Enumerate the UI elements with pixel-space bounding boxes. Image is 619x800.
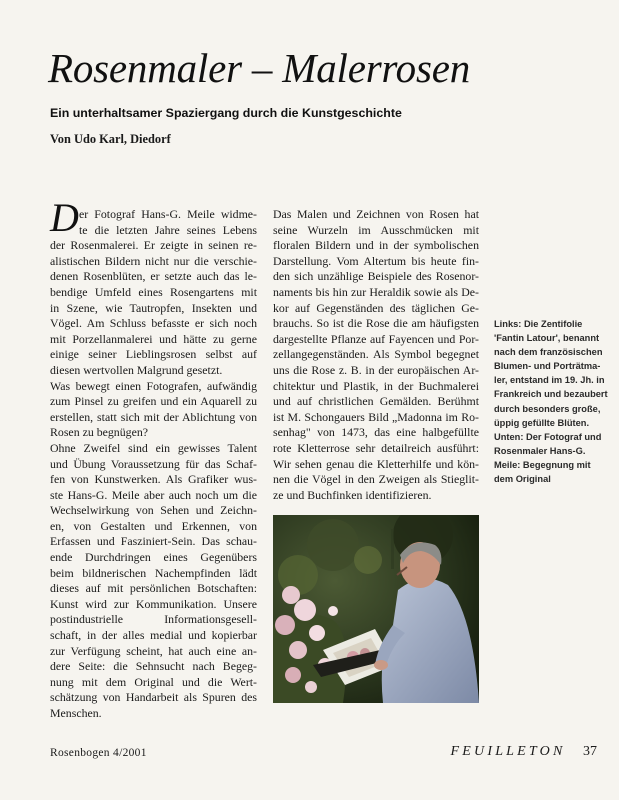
caption-line: üppig gefüllte Blüten.: [494, 417, 590, 428]
column-2-line: chitektur und Plastik, in der Buchmalerei: [273, 378, 479, 393]
caption-line: Frankreich und bezaubert: [494, 389, 608, 400]
photo-image: [273, 515, 479, 703]
column-1-line: schätzung von Handarbeit als Spuren des: [50, 690, 257, 705]
column-1-line: erstellen, statt sich mit der Ablichtung von: [50, 409, 257, 424]
caption-line: Links: Die Zentifolie: [494, 319, 583, 329]
column-1-line: dieses auf mit persönlichen Botschaften:: [50, 581, 257, 596]
column-1-line: Erfassen und Fasziniert-Sein. Das schau-: [50, 534, 257, 549]
column-1-line: Wechselwirkung von Sehen und Zeichn-: [50, 503, 257, 518]
article-title: Rosenmaler – Malerrosen: [48, 45, 471, 91]
column-1-line: te die letzten Jahre seines Lebens: [79, 222, 257, 237]
column-1-line: Rosen zu begnügen?: [50, 425, 149, 440]
column-1-line: fen von Kunstwerken. Als Grafiker wus-: [50, 472, 257, 487]
body-column-1: [50, 207, 257, 722]
column-1-line: der Rosenmalerei. Er zeigte in seinen re-: [50, 238, 257, 253]
column-1-line: alistischen Bildern nicht nur die verschie-: [50, 253, 257, 268]
column-1-line: Was bewegt einen Fotografen, aufwändig: [50, 378, 257, 393]
column-1-line: nung mit dem Original und die Wert-: [50, 674, 257, 689]
column-1-line: Vögel. Am Schluss befasste er sich noch: [50, 316, 257, 331]
caption-line: ler, entstand im 19. Jh. in: [494, 375, 605, 386]
column-2-line: ist M. Schongauers Bild „Madonna im Ro-: [273, 409, 479, 424]
column-1-line: und Übung Voraussetzung für das Schaf-: [50, 456, 257, 471]
column-1-line: schaft, in der alles medial und kopierbar: [50, 628, 257, 643]
column-2-line: Wir sehen genau die Kletterhilfe und kön-: [273, 456, 479, 471]
column-1-line: Ohne Zweifel sind ein gewisses Talent: [50, 440, 257, 455]
column-1-line: er Fotograf Hans-G. Meile widme-: [79, 207, 257, 221]
column-2-line: nen die Vögel in den Zweigen als Stieglit-: [273, 472, 479, 487]
caption-line: durch besonders große,: [494, 403, 601, 414]
column-1-line: zur Verfügung scheint, hat auch eine an-: [50, 643, 257, 658]
column-1-line: ende Durchdringen eines Gegenübers: [50, 550, 257, 565]
column-2-line: und auf christlichen Gemälden. Berühmt: [273, 394, 479, 409]
column-2-line: rote Kletterrose sehr detailreich ausführt:: [273, 440, 479, 455]
article-byline: Von Udo Karl, Diedorf: [50, 132, 171, 146]
page-number: 37: [583, 744, 597, 759]
caption-line: 'Fantin Latour', benannt: [494, 333, 600, 344]
article-subtitle: Ein unterhaltsamer Spaziergang durch die Kunstgeschichte: [50, 106, 402, 120]
column-1-line: denen Rosenblüten, er setzte auch das le-: [50, 269, 257, 284]
column-2-line: Darstellung. Vom Altertum bis heute fin-: [273, 253, 479, 268]
footer-right: [451, 744, 597, 760]
column-1-line: Menschen.: [50, 706, 102, 720]
caption-line: Meile: Begegnung mit: [494, 459, 591, 470]
caption-line: Unten: Der Fotograf und: [494, 431, 602, 442]
column-2-line: zellangegenständen. Als Symbol begegnet: [273, 347, 479, 362]
caption-line: Rosenmaler Hans-G.: [494, 445, 586, 456]
column-1-line: ste Hans-G. Meile aber auch noch um die: [50, 487, 257, 502]
footer-section: FEUILLETON: [450, 744, 566, 759]
column-1-line: beim bildnerischen Nachempfinden lädt: [50, 565, 257, 580]
column-1-line: bendige Umfeld eines Rosengartens mit: [50, 284, 257, 299]
column-2-line: uns die Rose z. B. in der europäischen Ar-: [273, 362, 479, 377]
column-2-line: brauchs. So ist die Rose die am häufigsten: [273, 316, 479, 331]
column-1-line: mit Porzellanmalerei und hätte zu gerne: [50, 331, 257, 346]
caption-line: Blumen- und Porträtma-: [494, 361, 601, 372]
body-column-2: [273, 207, 479, 503]
caption-line: nach dem französischen: [494, 347, 603, 358]
column-1-line: in Szene, wie Tautropfen, Insekten und: [50, 300, 257, 315]
column-1-line: en, von Gestalten und Erkennen, von: [50, 518, 257, 533]
column-2-line: naments bis hin zur Heraldik sowie als De-: [273, 284, 479, 299]
drop-cap: D: [50, 195, 79, 240]
column-1-line: postindustrielle Informationsgesell-: [50, 612, 257, 627]
caption-line: dem Original: [494, 474, 551, 485]
column-2-line: dargestellte Pflanze auf Fayencen und Por-: [273, 331, 479, 346]
column-1-line: diesen wertvollen Malgrund gesetzt.: [50, 362, 223, 377]
column-2-line: senhag" von 1473, das eine halbgefüllte: [273, 425, 479, 440]
column-1-line: einige seiner Lieblingsrosen selbst auf: [50, 347, 257, 362]
column-2-line: Das Malen und Zeichnen von Rosen hat: [273, 207, 479, 221]
column-2-line: floralen Bildern und in der symbolischen: [273, 238, 479, 253]
column-2-line: kor auf Gegenständen des täglichen Ge-: [273, 300, 479, 315]
column-1-line: Kunst wird zur Kommunikation. Unsere: [50, 596, 257, 611]
column-2-line: ze und Buchfinken identifizieren.: [273, 487, 432, 502]
footer-publication: Rosenbogen 4/2001: [50, 747, 147, 759]
column-2-line: den sich unzählige Beispiele des Rosenor-: [273, 269, 479, 284]
photo-caption: [494, 317, 606, 486]
column-2-line: seine Wurzeln im Ausschmücken mit: [273, 222, 479, 237]
column-1-line: zum Pinsel zu greifen und ein Aquarell zu: [50, 394, 257, 409]
photo-painter-at-work: [273, 515, 479, 703]
column-1-line: dere Seite: die Sehnsucht nach Begeg-: [50, 659, 257, 674]
